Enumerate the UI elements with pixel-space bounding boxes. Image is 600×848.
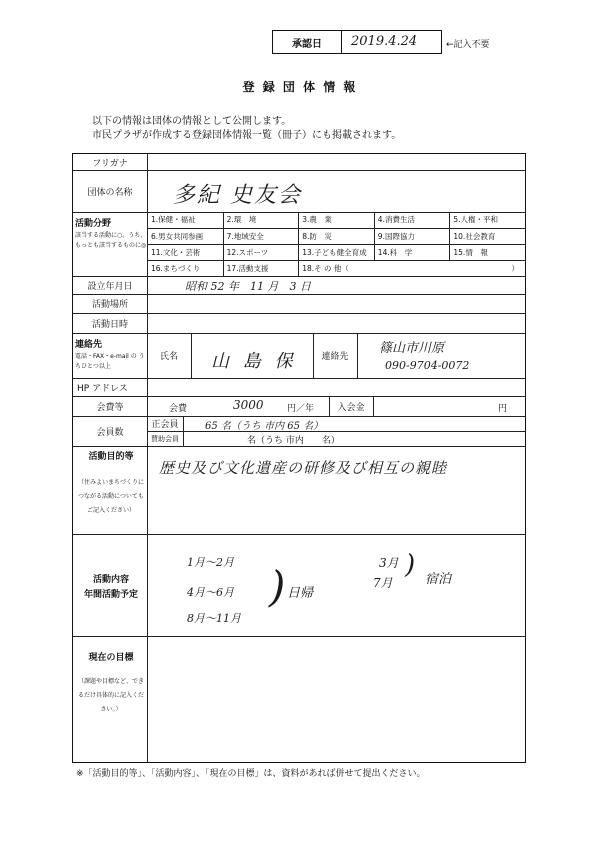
activity-field[interactable]: 12.スポーツ [223,244,299,260]
activity-field[interactable]: 5.人権・平和 [449,212,525,228]
approval-date: 2019.4.24 [351,34,418,49]
founded-value: 昭和 52 年 11 月 3 日 [185,280,311,293]
plan-overnight: 宿泊 [425,572,452,587]
footer-note: ※「活動目的等」、「活動内容」、「現在の目標」は、資料があれば併せて提出ください。 [76,769,426,779]
activity-field[interactable]: 9.国際協力 [374,228,450,244]
contact-phone: 090-9704-0072 [385,359,470,372]
activity-field[interactable]: 2.環 境 [223,212,299,228]
fee-sub: 会費 [169,404,188,414]
intro-line-1: 以下の情報は団体の情報として公開します。 [92,116,292,127]
page-title: 登 録 団 体 情 報 [242,80,358,94]
fee-value: 3000 [233,398,264,412]
regular-member-label: 正会員 [151,420,179,430]
support-member-value: 名（うち 市内 名） [247,436,340,446]
person-label: 氏名 [159,352,178,362]
activity-field[interactable]: 11.文化・芸術 [147,244,223,260]
fee-label: 会費等 [96,402,124,413]
activity-field[interactable]: 8.防 災 [298,228,374,244]
activity-field[interactable]: 4.消費生活 [374,212,450,228]
group-name-value: 多紀 史友会 [173,183,302,208]
purpose-value: 歴史及び文化遺産の研修及び相互の親睦 [159,459,448,477]
hp-label: HP アドレス [77,383,128,394]
join-fee-unit: 円 [498,404,508,414]
contact-to-label: 連絡先 [321,352,349,362]
contact-note: 電話・FAX・e-mail の うちひとつ以上 [75,353,145,370]
goal-label: 現在の目標 [88,653,134,663]
plan-label-1: 活動内容 [92,575,129,585]
activity-field[interactable]: 18.そ の 他（ [298,260,374,276]
activity-fields-grid [147,212,525,276]
regular-member-value: 65 名（うち 市内 65 名） [205,421,324,432]
activity-note: 該当する活動に○。うち、もっとも該当するものに◎ [75,232,147,249]
activity-field[interactable]: ） [449,260,525,276]
approval-box [272,30,442,54]
purpose-label: 活動目的等 [88,452,134,462]
activity-field[interactable]: 15.情 報 [449,244,525,260]
activity-field[interactable]: 17.活動支援 [223,260,299,276]
person-value: 山 島 保 [211,351,297,372]
plan-line-5: 7月 [373,576,393,590]
activity-label: 活動分野 [75,219,112,229]
plan-line-3: 8月〜11月 [187,612,241,625]
plan-label-block [77,572,145,600]
plan-line-1: 1月〜2月 [187,556,234,569]
activity-field[interactable]: 6.男女共同参画 [147,228,223,244]
plan-label-2: 年間活動予定 [83,590,138,600]
contact-address: 篠山市川原 [379,341,445,356]
activity-field[interactable]: 16.まちづくり [147,260,223,276]
intro-line-2: 市民プラザが作成する登録団体情報一覧（冊子）にも掲載されます。 [92,130,402,141]
plan-bracket-1: ) [269,562,286,611]
activity-field[interactable]: 14.科 学 [374,244,450,260]
activity-field[interactable]: 3.農 業 [298,212,374,228]
purpose-note: （住みよいまちづくりにつながる活動についてもご記入ください） [78,479,144,514]
contact-label-block [75,337,147,372]
form-table [72,153,526,763]
activity-field[interactable]: 13.子ども健全育成 [298,244,374,260]
activity-label-block [75,216,147,251]
plan-line-4: 3月 [379,556,399,570]
group-name-label: 団体の名称 [87,187,133,198]
activity-field[interactable]: 1.保健・福祉 [147,212,223,228]
fee-unit: 円／年 [287,404,315,414]
contact-label: 連絡先 [75,340,103,350]
plan-line-2: 4月〜6月 [187,586,234,599]
join-fee-label: 入会金 [337,402,365,413]
goal-note: （課題や目標など、できるだけ具体的に記入ください。） [77,678,144,713]
plan-bracket-2: ) [405,550,416,580]
approval-note: ←記入不要 [446,40,490,50]
activity-field[interactable]: 7.地域安全 [223,228,299,244]
founded-label: 設立年月日 [87,281,133,292]
place-label: 活動場所 [91,300,128,310]
purpose-label-block [77,449,145,518]
goal-label-block [77,650,145,717]
activity-field[interactable] [374,260,450,276]
members-label: 会員数 [96,427,124,438]
furigana-label: フリガナ [92,158,128,169]
activity-field[interactable]: 10.社会教育 [449,228,525,244]
time-label: 活動日時 [91,319,128,330]
approval-label: 承認日 [273,31,342,53]
support-member-label: 賛助会員 [151,434,179,443]
plan-daytrip: 日帰 [287,586,314,601]
